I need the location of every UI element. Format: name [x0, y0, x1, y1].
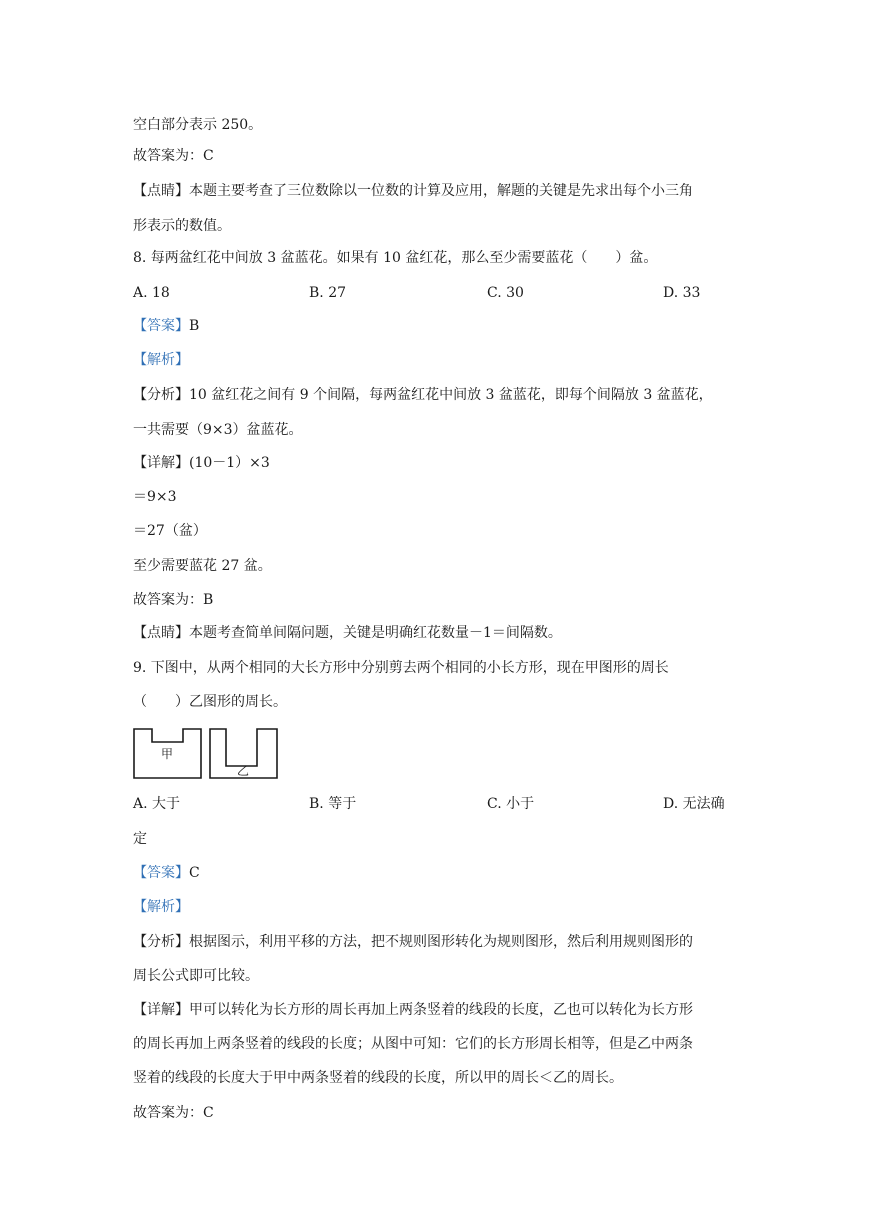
q9-option-b: B. 等于	[309, 796, 357, 812]
q8-xiangjie-line3: ＝27（盆）	[133, 523, 207, 539]
q8-option-a: A. 18	[133, 285, 170, 301]
prev-answer-line: 故答案为：C	[133, 148, 214, 164]
q9-figure	[131, 726, 281, 782]
q9-answer-value: C	[189, 865, 200, 881]
q9-stem-line2: （ ）乙图形的周长。	[133, 694, 287, 710]
q8-answer-value: B	[189, 318, 200, 334]
q8-option-c: C. 30	[487, 285, 524, 301]
prev-line1: 空白部分表示 250。	[133, 117, 263, 133]
q8-comment: 【点睛】本题考查简单间隔问题，关键是明确红花数量－1＝间隔数。	[133, 625, 562, 641]
label-yi: 乙	[236, 764, 250, 778]
q9-answer-line: 故答案为：C	[133, 1105, 214, 1121]
q8-option-d: D. 33	[663, 285, 701, 301]
q9-xiangjie-line1: 【详解】甲可以转化为长方形的周长再加上两条竖着的线段的长度，乙也可以转化为长方形	[133, 1002, 693, 1018]
q8-answer-line: 故答案为：B	[133, 592, 214, 608]
shape-yi	[210, 729, 277, 778]
q8-fenxi-line1: 【分析】10 盆红花之间有 9 个间隔，每两盆红花中间放 3 盆蓝花，即每个间隔放 3 盆蓝花，	[133, 387, 713, 403]
q8-stem: 8. 每两盆红花中间放 3 盆蓝花。如果有 10 盆红花，那么至少需要蓝花（ ）盆。	[133, 250, 658, 266]
prev-comment-line2: 形表示的数值。	[133, 218, 231, 234]
q8-answer	[133, 316, 199, 336]
q9-analysis-tag: 【解析】	[133, 899, 189, 915]
q8-answer-tag: 【答案】	[133, 318, 189, 334]
q8-conclusion: 至少需要蓝花 27 盆。	[133, 558, 272, 574]
shape-jia	[134, 729, 201, 778]
q8-xiangjie-line1: 【详解】(10－1）×3	[133, 455, 270, 471]
q9-answer	[133, 863, 200, 883]
q8-analysis-tag: 【解析】	[133, 352, 189, 368]
q9-fenxi-line2: 周长公式即可比较。	[133, 968, 259, 984]
q9-answer-tag: 【答案】	[133, 865, 189, 881]
q9-option-a: A. 大于	[133, 796, 181, 812]
q9-option-d-wrap: 定	[133, 831, 147, 847]
q9-fenxi-line1: 【分析】根据图示，利用平移的方法，把不规则图形转化为规则图形，然后利用规则图形的	[133, 934, 693, 950]
prev-comment-line1: 【点睛】本题主要考查了三位数除以一位数的计算及应用，解题的关键是先求出每个小三角	[133, 183, 693, 199]
q9-option-c: C. 小于	[487, 796, 535, 812]
label-jia: 甲	[160, 747, 174, 761]
q9-xiangjie-line3: 竖着的线段的长度大于甲中两条竖着的线段的长度，所以甲的周长＜乙的周长。	[133, 1070, 623, 1086]
q9-option-d: D. 无法确	[663, 796, 725, 812]
q8-option-b: B. 27	[309, 285, 347, 301]
q8-fenxi-line2: 一共需要（9×3）盆蓝花。	[133, 422, 303, 438]
q8-xiangjie-line2: ＝9×3	[133, 489, 177, 505]
q9-xiangjie-line2: 的周长再加上两条竖着的线段的长度；从图中可知：它们的长方形周长相等，但是乙中两条	[133, 1036, 693, 1052]
q9-stem-line1: 9. 下图中，从两个相同的大长方形中分别剪去两个相同的小长方形，现在甲图形的周长	[133, 660, 669, 676]
